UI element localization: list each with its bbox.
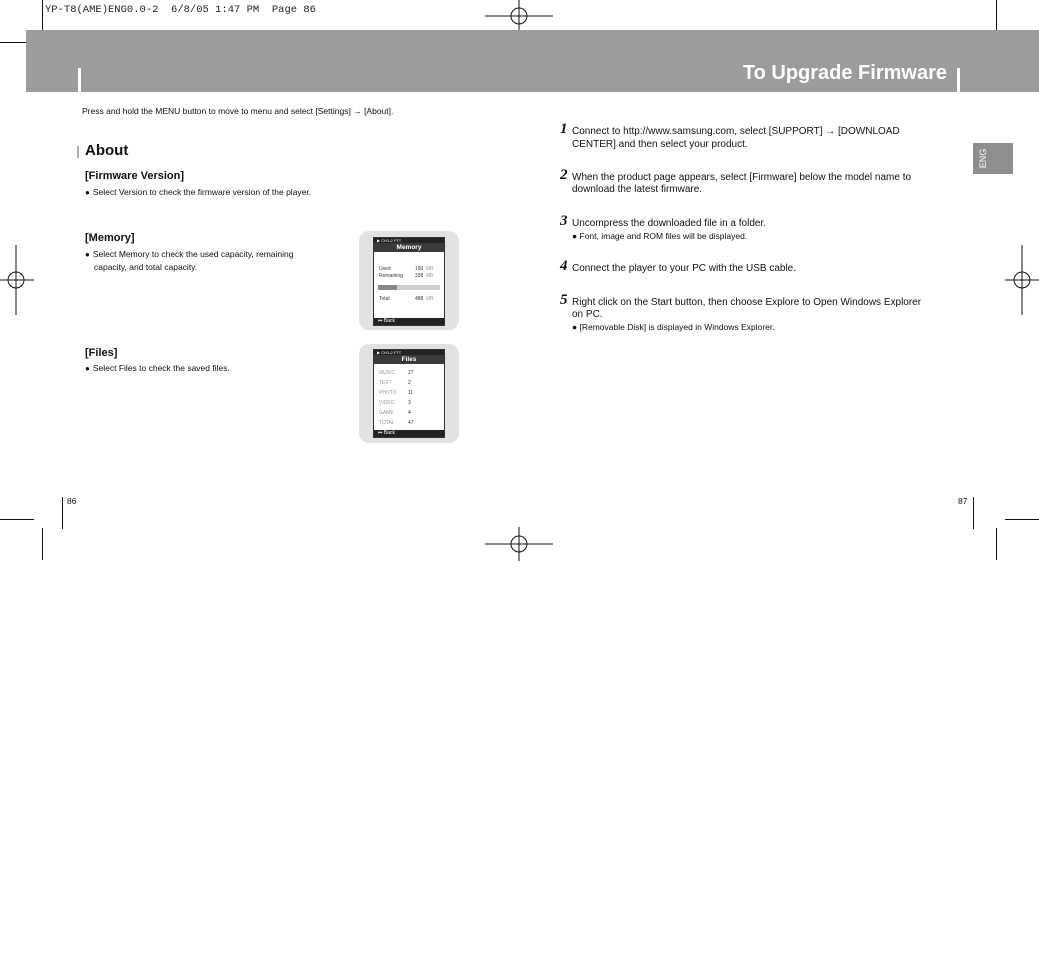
bullet-text: Select Memory to check the used capacity, remaining	[92, 249, 294, 259]
step-text: Connect the player to your PC with the USB cable.	[572, 263, 797, 274]
step-text: Uncompress the downloaded file in a folder.	[572, 218, 767, 229]
files-screen-illustration	[359, 344, 459, 443]
bullet-files	[85, 362, 230, 375]
used-value: 150	[415, 266, 424, 272]
bullet-icon: ●	[572, 231, 580, 241]
memory-screen-illustration	[359, 231, 459, 330]
banner-accent	[957, 68, 960, 92]
crop-mark	[1005, 519, 1039, 520]
step-number: 4	[560, 258, 568, 274]
screen-title: Files	[374, 355, 444, 364]
back-bar	[374, 430, 444, 437]
step-text-cont: on PC.	[572, 309, 603, 320]
total-label: Total	[379, 296, 390, 302]
bullet-memory	[85, 248, 293, 261]
used-unit: MB	[426, 266, 434, 272]
step-text: When the product page appears, select [Firmware] below the model name to	[572, 172, 912, 183]
print-slug: YP-T8(AME)ENG0.0-2 6/8/05 1:47 PM Page 86	[45, 4, 316, 16]
crop-mark	[973, 497, 974, 529]
back-label: Back	[383, 430, 396, 436]
files-row-value: 3	[408, 400, 411, 406]
bullet-memory-cont: capacity, and total capacity.	[94, 262, 198, 272]
back-label: Back	[383, 318, 396, 324]
crop-mark	[42, 0, 43, 34]
intro-text: Press and hold the MENU button to move to menu and select [Settings] → [About].	[82, 106, 394, 116]
used-label: Used	[379, 266, 391, 272]
files-row-value: 2	[408, 380, 411, 386]
step-text: Right click on the Start button, then choose Explore to Open Windows Explorer	[572, 297, 922, 308]
files-row-value: 11	[408, 390, 414, 396]
files-row-label: TOTAL	[379, 420, 395, 426]
page-number-left: 86	[67, 496, 77, 506]
total-unit: MB	[426, 296, 434, 302]
section-marker	[77, 146, 79, 158]
step-text: Connect to http://www.samsung.com, select [SUPPORT] → [DOWNLOAD	[572, 126, 900, 137]
bullet-icon: ●	[85, 364, 90, 373]
step-number: 5	[560, 292, 568, 308]
files-row-value: 4	[408, 410, 411, 416]
status-bar: ▶ CH1-2 FTT	[374, 350, 444, 355]
bullet-icon: ●	[85, 250, 90, 259]
crop-mark	[42, 528, 43, 560]
back-icon: ⏮	[378, 430, 384, 436]
screen-title: Memory	[374, 243, 444, 252]
bullet-text: Select Files to check the saved files.	[92, 363, 230, 373]
step-note-text: Font, image and ROM files will be displayed.	[579, 231, 748, 241]
step-number: 3	[560, 213, 568, 229]
step-note	[572, 231, 747, 241]
back-bar	[374, 318, 444, 325]
registration-mark	[485, 527, 553, 561]
step-text-cont: CENTER] and then select your product.	[572, 139, 748, 150]
back-icon: ⏮	[378, 318, 384, 324]
bullet-icon: ●	[85, 188, 90, 197]
files-row-label: MUSIC	[379, 370, 396, 376]
crop-mark	[996, 528, 997, 560]
subheading-files: [Files]	[85, 347, 118, 359]
files-row-label: TEXT	[379, 380, 392, 386]
step-note	[572, 322, 775, 332]
language-tab-label: ENG	[978, 148, 988, 169]
remaining-label: Remaining	[379, 273, 403, 279]
step-number: 1	[560, 121, 568, 137]
total-value: 488	[415, 296, 424, 302]
files-row-value: 27	[408, 370, 414, 376]
page-number-right: 87	[958, 496, 968, 506]
bullet-icon: ●	[572, 322, 580, 332]
bullet-firmware-version	[85, 186, 311, 199]
step-text-cont: download the latest firmware.	[572, 184, 703, 195]
step-number: 2	[560, 167, 568, 183]
registration-mark	[0, 245, 34, 315]
device-screen	[373, 349, 445, 438]
bullet-text: Select Version to check the firmware version of the player.	[92, 187, 312, 197]
memory-usage-bar	[378, 285, 440, 290]
step-note-text: [Removable Disk] is displayed in Windows Explorer.	[579, 322, 775, 332]
device-screen	[373, 237, 445, 326]
files-row-value: 47	[408, 420, 414, 426]
memory-usage-fill	[378, 285, 397, 290]
remaining-value: 338	[415, 273, 424, 279]
crop-mark	[0, 519, 34, 520]
files-row-label: PHOTO	[379, 390, 397, 396]
status-bar: ▶ CH1-2 FTT	[374, 238, 444, 243]
remaining-unit: MB	[426, 273, 434, 279]
section-title: About	[85, 142, 129, 159]
crop-mark	[996, 0, 997, 34]
subheading-memory: [Memory]	[85, 232, 135, 244]
language-tab	[973, 143, 1013, 174]
page-title: To Upgrade Firmware	[742, 62, 947, 84]
files-row-label: GAME	[379, 410, 394, 416]
registration-mark	[1005, 245, 1039, 315]
subheading-firmware-version: [Firmware Version]	[85, 170, 185, 182]
banner-accent	[78, 68, 81, 92]
crop-mark	[62, 497, 63, 529]
registration-mark	[485, 0, 553, 34]
files-row-label: VIDEO	[379, 400, 395, 406]
